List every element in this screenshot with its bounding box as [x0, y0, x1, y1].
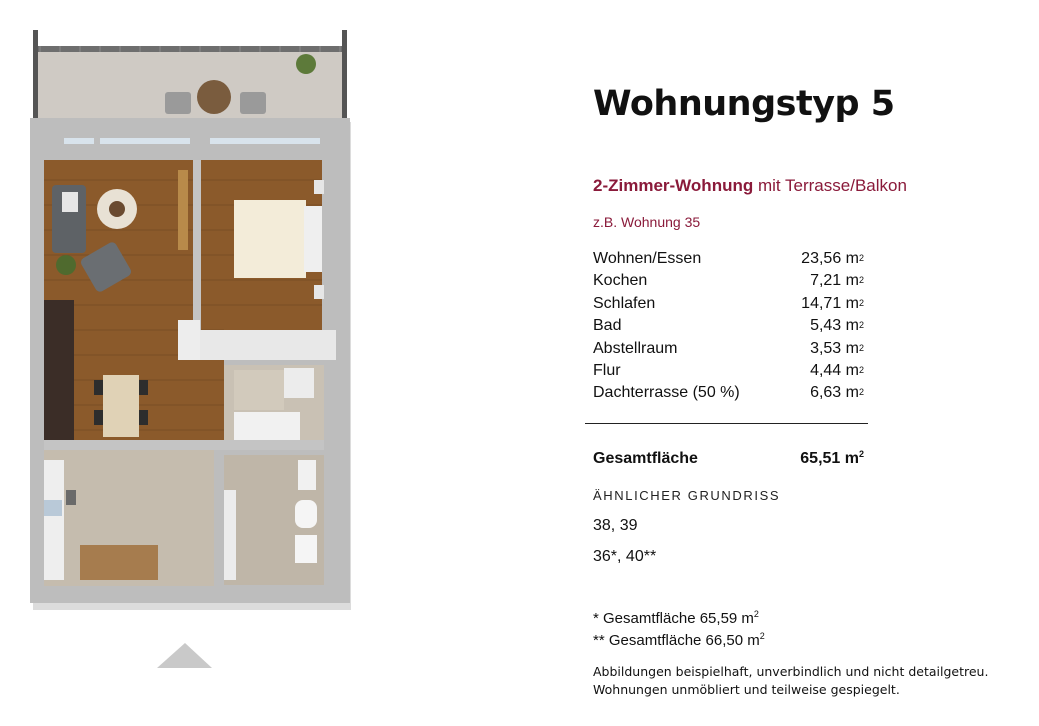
room-row — [593, 382, 864, 404]
room-area: 23,56 $m^2$ — [801, 250, 864, 267]
entrance-arrow-icon — [157, 643, 212, 668]
similar-units: 38, 39 — [593, 517, 638, 534]
room-list — [593, 248, 864, 405]
room-row — [593, 270, 864, 292]
room-row — [593, 338, 864, 360]
room-row — [593, 293, 864, 315]
divider — [585, 423, 868, 424]
similar-heading: ÄHNLICHER GRUNDRISS — [593, 488, 781, 503]
kitchen — [44, 450, 214, 586]
bathroom — [224, 455, 324, 585]
room-area: 14,71 $m^2$ — [801, 294, 864, 312]
floor-plan — [0, 0, 380, 726]
room-area: 7,21 $m^2$ — [810, 272, 864, 290]
room-name: Kochen — [593, 272, 648, 290]
room-row — [593, 315, 864, 337]
room-row — [593, 248, 864, 270]
room-row — [593, 360, 864, 382]
example-apartment: z.B. Wohnung 35 — [593, 214, 701, 230]
apartment-type — [593, 176, 907, 196]
total-area — [593, 450, 864, 468]
room-area: 3,53 $m^2$ — [810, 339, 864, 357]
room-name: Schlafen — [593, 294, 656, 312]
info-panel — [593, 0, 1033, 726]
room-name: Abstellraum — [593, 339, 678, 357]
room-area: 6,63 $m^2$ — [810, 384, 864, 402]
room-name: Wohnen/Essen — [593, 250, 702, 267]
apartment-type-bold: 2-Zimmer-Wohnung — [593, 176, 754, 195]
disclaimer: Wohnungen unmöbliert und teilweise gespiegelt. — [593, 682, 900, 697]
footnote: * Gesamtfläche 65,59 $m^2$ — [593, 609, 759, 627]
room-name: Flur — [593, 361, 621, 379]
room-name: Bad — [593, 317, 622, 335]
page-title: Wohnungstyp 5 — [593, 84, 895, 124]
disclaimer: Abbildungen beispielhaft, unverbindlich und nicht detailgetreu. — [593, 664, 989, 679]
room-area: 4,44 $m^2$ — [810, 361, 864, 379]
similar-units-variants: 36*, 40** — [593, 548, 657, 565]
total-label: Gesamtfläche — [593, 450, 698, 467]
room-area: 5,43 $m^2$ — [810, 317, 864, 335]
balcony — [33, 30, 347, 120]
total-value: 65,51 $m^2$ — [800, 449, 864, 467]
room-name: Dachterrasse (50 %) — [593, 384, 740, 402]
footnote: ** Gesamtfläche 66,50 $m^2$ — [593, 631, 765, 649]
apartment-type-rest: mit Terrasse/Balkon — [753, 176, 907, 195]
